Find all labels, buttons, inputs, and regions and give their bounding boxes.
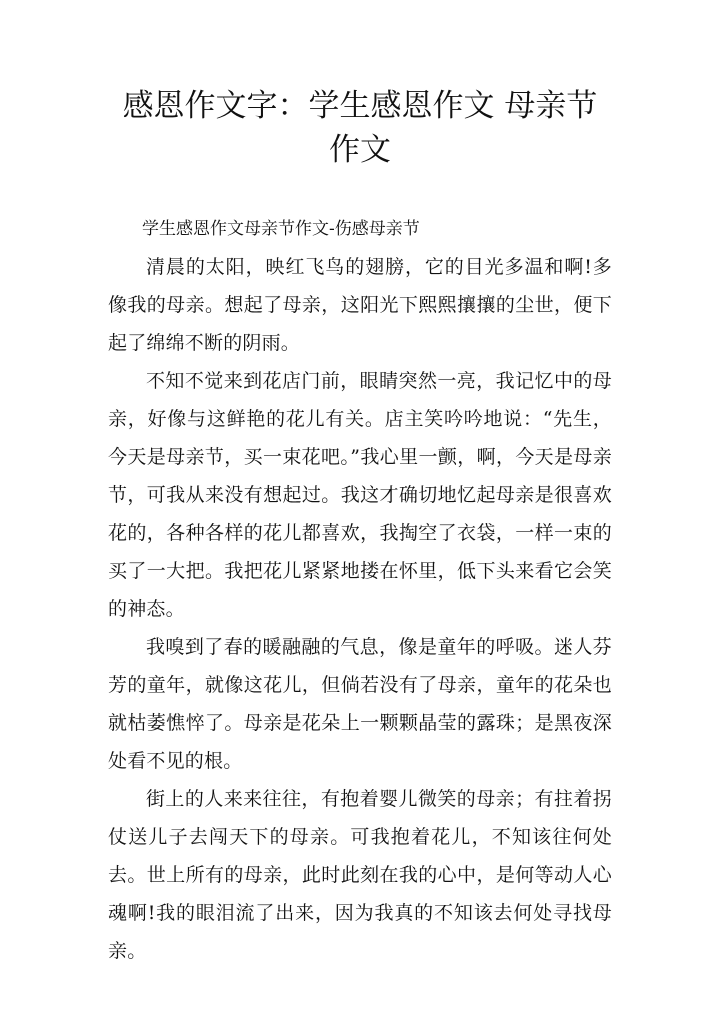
- document-title: 感恩作文字：学生感恩作文 母亲节作文: [122, 88, 598, 168]
- paragraph-1: 清晨的太阳，映红飞鸟的翅膀，它的目光多温和啊!多像我的母亲。想起了母亲，这阳光下熙熙攘攘的尘世，便下起了绵绵不断的阴雨。: [108, 256, 612, 354]
- document-subtitle: 学生感恩作文母亲节作文-伤感母亲节: [142, 219, 420, 239]
- document-body: [108, 210, 612, 970]
- paragraph-3: 我嗅到了春的暖融融的气息，像是童年的呼吸。迷人芬芳的童年，就像这花儿，但倘若没有了母亲，童年的花朵也就枯萎憔悴了。母亲是花朵上一颗颗晶莹的露珠；是黑夜深处看不见的根。: [108, 636, 612, 772]
- paragraph-4: 街上的人来来往往，有抱着婴儿微笑的母亲；有拄着拐仗送儿子去闯天下的母亲。可我抱着花儿，不知该往何处去。世上所有的母亲，此时此刻在我的心中，是何等动人心魂啊!我的眼泪流了出来，因为我真的不知该去何处寻找母亲。: [108, 788, 612, 962]
- paragraph-2: 不知不觉来到花店门前，眼睛突然一亮，我记忆中的母亲，好像与这鲜艳的花儿有关。店主笑吟吟地说：“先生，今天是母亲节，买一束花吧。”我心里一颤，啊，今天是母亲节，可我从来没有想起过。我这才确切地忆起母亲是很喜欢花的，各种各样的花儿都喜欢，我掏空了衣袋，一样一束的买了一大把。我把花儿紧紧地搂在怀里，低下头来看它会笑的神态。: [108, 370, 612, 620]
